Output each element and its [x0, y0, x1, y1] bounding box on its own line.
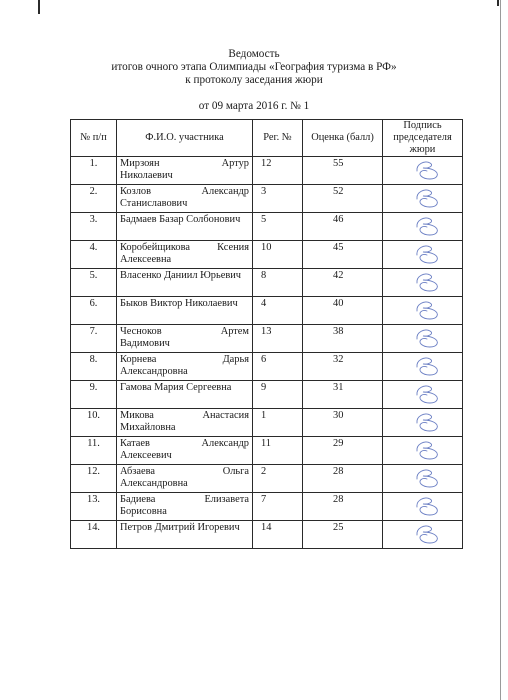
registration-number: 11 [253, 437, 303, 465]
participant-name-line: Чесноков Артем [120, 326, 249, 337]
participant-name-line: Коробейщикова Ксения [120, 242, 249, 253]
table-row [71, 353, 463, 381]
table-row [71, 493, 463, 521]
row-number: 3. [71, 213, 117, 241]
score: 29 [303, 437, 383, 465]
handwritten-signature-icon [413, 215, 443, 237]
participant-name-line: Вадимович [120, 338, 170, 349]
registration-number: 4 [253, 297, 303, 325]
score: 31 [303, 381, 383, 409]
signature-cell [383, 521, 463, 549]
table-row [71, 213, 463, 241]
document-title: Ведомость [228, 48, 280, 60]
handwritten-signature-icon [413, 439, 443, 461]
registration-number: 1 [253, 409, 303, 437]
signature-cell [383, 269, 463, 297]
participant-name [117, 521, 253, 549]
table-row [71, 297, 463, 325]
row-number: 12. [71, 465, 117, 493]
table-row [71, 465, 463, 493]
score: 28 [303, 493, 383, 521]
registration-number: 13 [253, 325, 303, 353]
table-header-row [71, 120, 463, 157]
signature-cell [383, 185, 463, 213]
row-number: 4. [71, 241, 117, 269]
score: 42 [303, 269, 383, 297]
document-header [0, 48, 508, 87]
row-number: 13. [71, 493, 117, 521]
handwritten-signature-icon [413, 523, 443, 545]
participant-name-line: Александровна [120, 478, 188, 489]
participant-name-line: Петров Дмитрий Игоревич [120, 522, 240, 533]
registration-number: 14 [253, 521, 303, 549]
row-number: 14. [71, 521, 117, 549]
participant-name-line: Козлов Александр [120, 186, 249, 197]
table-row [71, 437, 463, 465]
signature-cell [383, 213, 463, 241]
score: 45 [303, 241, 383, 269]
handwritten-signature-icon [413, 327, 443, 349]
signature-cell [383, 465, 463, 493]
row-number: 1. [71, 157, 117, 185]
participant-name [117, 297, 253, 325]
scan-edge-mark [38, 0, 40, 14]
score: 30 [303, 409, 383, 437]
row-number: 11. [71, 437, 117, 465]
column-header-name: Ф.И.О. участника [117, 120, 253, 157]
scan-edge-mark [497, 0, 499, 6]
registration-number: 6 [253, 353, 303, 381]
signature-cell [383, 409, 463, 437]
row-number: 10. [71, 409, 117, 437]
row-number: 7. [71, 325, 117, 353]
row-number: 6. [71, 297, 117, 325]
score: 28 [303, 465, 383, 493]
score: 55 [303, 157, 383, 185]
participant-name [117, 241, 253, 269]
handwritten-signature-icon [413, 383, 443, 405]
score: 32 [303, 353, 383, 381]
participant-name-line: Корнева Дарья [120, 354, 249, 365]
handwritten-signature-icon [413, 243, 443, 265]
table-row [71, 325, 463, 353]
column-header-signature: Подпись председателя жюри [383, 120, 463, 157]
participant-name-line: Александровна [120, 366, 188, 377]
results-table [70, 119, 463, 549]
participant-name-line: Абзаева Ольга [120, 466, 249, 477]
column-header-reg: Рег. № [253, 120, 303, 157]
participant-name-line: Гамова Мария Сергеевна [120, 382, 232, 393]
participant-name [117, 157, 253, 185]
registration-number: 2 [253, 465, 303, 493]
participant-name-line: Борисовна [120, 506, 167, 517]
table-row [71, 409, 463, 437]
participant-name-line: Бадиева Елизавета [120, 494, 249, 505]
registration-number: 7 [253, 493, 303, 521]
signature-cell [383, 325, 463, 353]
signature-cell [383, 381, 463, 409]
document-subtitle: итогов очного этапа Олимпиады «География туризма в РФ» [111, 61, 397, 73]
signature-cell [383, 157, 463, 185]
registration-number: 10 [253, 241, 303, 269]
participant-name [117, 409, 253, 437]
document-date: от 09 марта 2016 г. № 1 [198, 100, 310, 112]
participant-name [117, 325, 253, 353]
participant-name [117, 493, 253, 521]
participant-name [117, 213, 253, 241]
handwritten-signature-icon [413, 271, 443, 293]
registration-number: 3 [253, 185, 303, 213]
participant-name [117, 437, 253, 465]
table-row [71, 157, 463, 185]
registration-number: 5 [253, 213, 303, 241]
score: 46 [303, 213, 383, 241]
table-row [71, 241, 463, 269]
participant-name [117, 381, 253, 409]
participant-name-line: Алексеевна [120, 254, 172, 265]
handwritten-signature-icon [413, 411, 443, 433]
signature-cell [383, 493, 463, 521]
document-protocol-line: к протоколу заседания жюри [185, 74, 323, 86]
participant-name-line: Алексеевич [120, 450, 172, 461]
row-number: 5. [71, 269, 117, 297]
table-row [71, 381, 463, 409]
participant-name-line: Катаев Александр [120, 438, 249, 449]
table-body [71, 157, 463, 549]
row-number: 9. [71, 381, 117, 409]
handwritten-signature-icon [413, 299, 443, 321]
handwritten-signature-icon [413, 467, 443, 489]
signature-cell [383, 297, 463, 325]
column-header-score: Оценка (балл) [303, 120, 383, 157]
signature-cell [383, 241, 463, 269]
participant-name [117, 185, 253, 213]
handwritten-signature-icon [413, 355, 443, 377]
participant-name [117, 465, 253, 493]
score: 40 [303, 297, 383, 325]
table-row [71, 269, 463, 297]
score: 52 [303, 185, 383, 213]
score: 38 [303, 325, 383, 353]
participant-name-line: Мирзоян Артур [120, 158, 249, 169]
signature-cell [383, 437, 463, 465]
row-number: 2. [71, 185, 117, 213]
column-header-number: № п/п [71, 120, 117, 157]
participant-name-line: Власенко Даниил Юрьевич [120, 270, 242, 281]
participant-name-line: Михайловна [120, 422, 176, 433]
registration-number: 9 [253, 381, 303, 409]
registration-number: 8 [253, 269, 303, 297]
participant-name-line: Станиславович [120, 198, 188, 209]
score: 25 [303, 521, 383, 549]
row-number: 8. [71, 353, 117, 381]
registration-number: 12 [253, 157, 303, 185]
table-row [71, 185, 463, 213]
participant-name-line: Микова Анастасия [120, 410, 249, 421]
handwritten-signature-icon [413, 187, 443, 209]
participant-name-line: Николаевич [120, 170, 173, 181]
participant-name [117, 353, 253, 381]
handwritten-signature-icon [413, 159, 443, 181]
participant-name-line: Быков Виктор Николаевич [120, 298, 238, 309]
handwritten-signature-icon [413, 495, 443, 517]
participant-name-line: Бадмаев Базар Солбонович [120, 214, 241, 225]
signature-cell [383, 353, 463, 381]
participant-name [117, 269, 253, 297]
table-row [71, 521, 463, 549]
